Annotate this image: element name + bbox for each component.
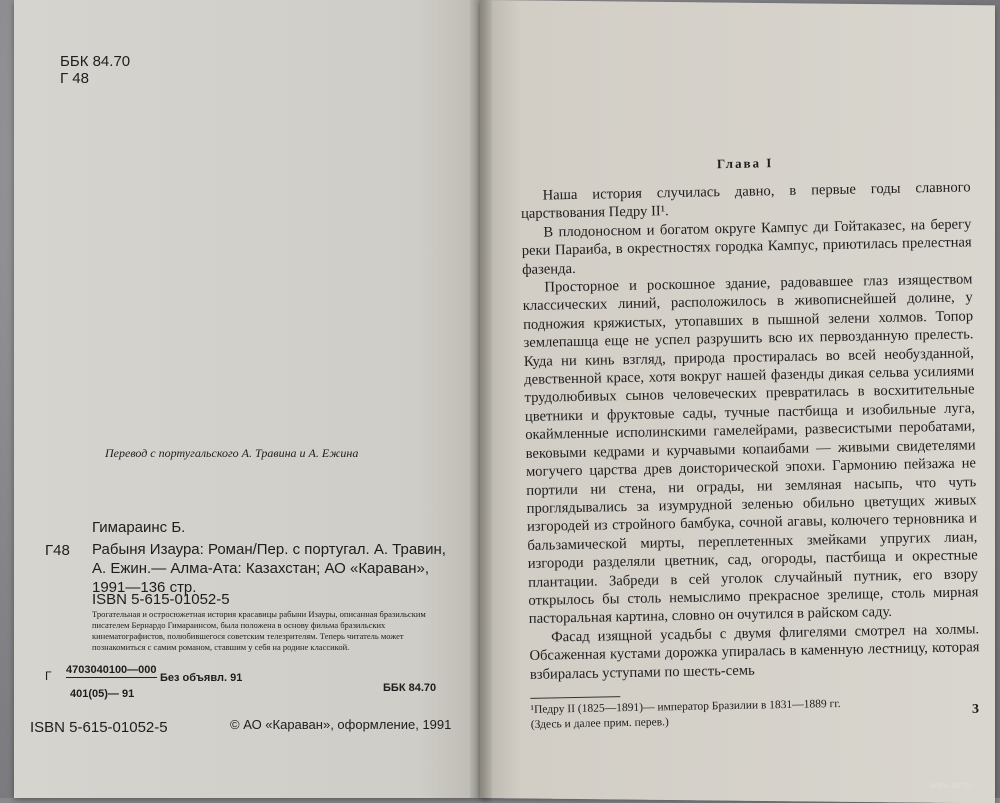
footnote-note: (Здесь и далее прим. перев.)	[530, 716, 669, 731]
left-page	[14, 0, 490, 798]
catalog-mark: Г48	[45, 542, 70, 559]
isbn-bottom: ISBN 5-615-01052-5	[30, 719, 168, 736]
chapter-title: Глава I	[716, 155, 774, 172]
catalog-isbn: ISBN 5-615-01052-5	[92, 591, 230, 608]
bbk-index: ББК 84.70	[60, 53, 131, 70]
paragraph: Фасад изящной усадьбы с двумя флигелями смотрел на холмы. Обсаженная кустами дорожка упиралась в каменную лестницу, которая взбиралась уступами по шесть-семь	[529, 621, 980, 683]
paragraph: В плодоносном и богатом округе Кампус ди Гойтаказес, на берегу реки Параиба, в окрестностях городка Кампус, приютилась прелестная фазенда.	[521, 216, 972, 278]
page-number: 3	[972, 702, 979, 717]
code-numerator: 4703040100—000	[66, 664, 157, 676]
footnote-divider	[530, 696, 620, 699]
paragraph: Просторное и роскошное здание, радовавшее глаз изяществом классических линий, расположилось в живописнейшей долине, у подножия кряжистых, утопавших в пышной зелени холмов. Топор землепашца еще не успел разрушить всю их первозданную прелесть. Куда ни кинь взгляд, природа простиралась во всей необузданной, девственной красе, хотя вокруг нашей фазенды дикая сельва усилиями трудолюбивых сынов человеческих превратилась в восхитительные цветники и фруктовые сады, тучные пастбища и изобильные луга, окаймленные исполинскими гамелейрами, развесистыми перобатами, вековыми кедрами и курчавыми копаибами — живыми свидетелями могучего царства древ доисторической эпохи. Гармонию пейзажа не портили ни стена, ни ограды, ни земляная насыпь, что чуть проглядывались за изумрудной зеленью обильно цветущих живых изгородей из стройного бамбука, сочной агавы, колючего терновника и бальзамической мирты, переплетенных змейками упругих лиан, изгороди разделяли цветник, сад, огороды, пастбища и окрестные плантации. Забреди в сей уголок случайный путник, его взору открылось бы столь немыслимо прекрасное зрелище, столь мирная пасторальная картина, словно он очутился в райском саду.	[522, 271, 979, 628]
bbk-bottom: ББК 84.70	[383, 682, 437, 694]
catalog-description-line: Рабыня Изаура: Роман/Пер. с португал. А. Травин,	[92, 541, 446, 558]
code-letter: Г	[45, 669, 52, 683]
catalog-description-line: 1991—136 стр.	[92, 579, 197, 596]
no-announcement: Без объявл. 91	[160, 672, 243, 684]
paragraph: Наша история случилась давно, в первые годы славного царствования Педру II¹.	[520, 179, 971, 223]
author-mark: Г 48	[60, 70, 89, 87]
catalog-description-line: А. Ежин.— Алма-Ата: Казахстан; АО «Караван»,	[92, 560, 430, 577]
catalog-author: Гимараинс Б.	[92, 519, 186, 536]
catalog-annotation: Трогательная и остросюжетная история красавицы рабыни Изауры, описанная бразильским писателем Бернардо Гимараинсом, была положена в основу фильма бразильских кинематографистов, полюбившегося советским телезрителям. Теперь читатель может познакомиться с самим романом, ставшим у себя на родине классикой.	[92, 609, 426, 652]
chapter-body	[520, 151, 981, 733]
bbk-index-block	[60, 53, 130, 87]
code-denominator: 401(05)— 91	[70, 688, 135, 700]
catalog-description	[92, 540, 446, 597]
book-gutter	[470, 0, 492, 798]
watermark: www.ay.by	[930, 780, 973, 790]
copyright: © АО «Караван», оформление, 1991	[230, 717, 452, 732]
footnote: ¹Педру II (1825—1891)— император Бразилии в 1831—1889 гг.	[530, 697, 841, 716]
translation-note: Перевод с португальского А. Травина и А. Ежина	[105, 446, 359, 460]
